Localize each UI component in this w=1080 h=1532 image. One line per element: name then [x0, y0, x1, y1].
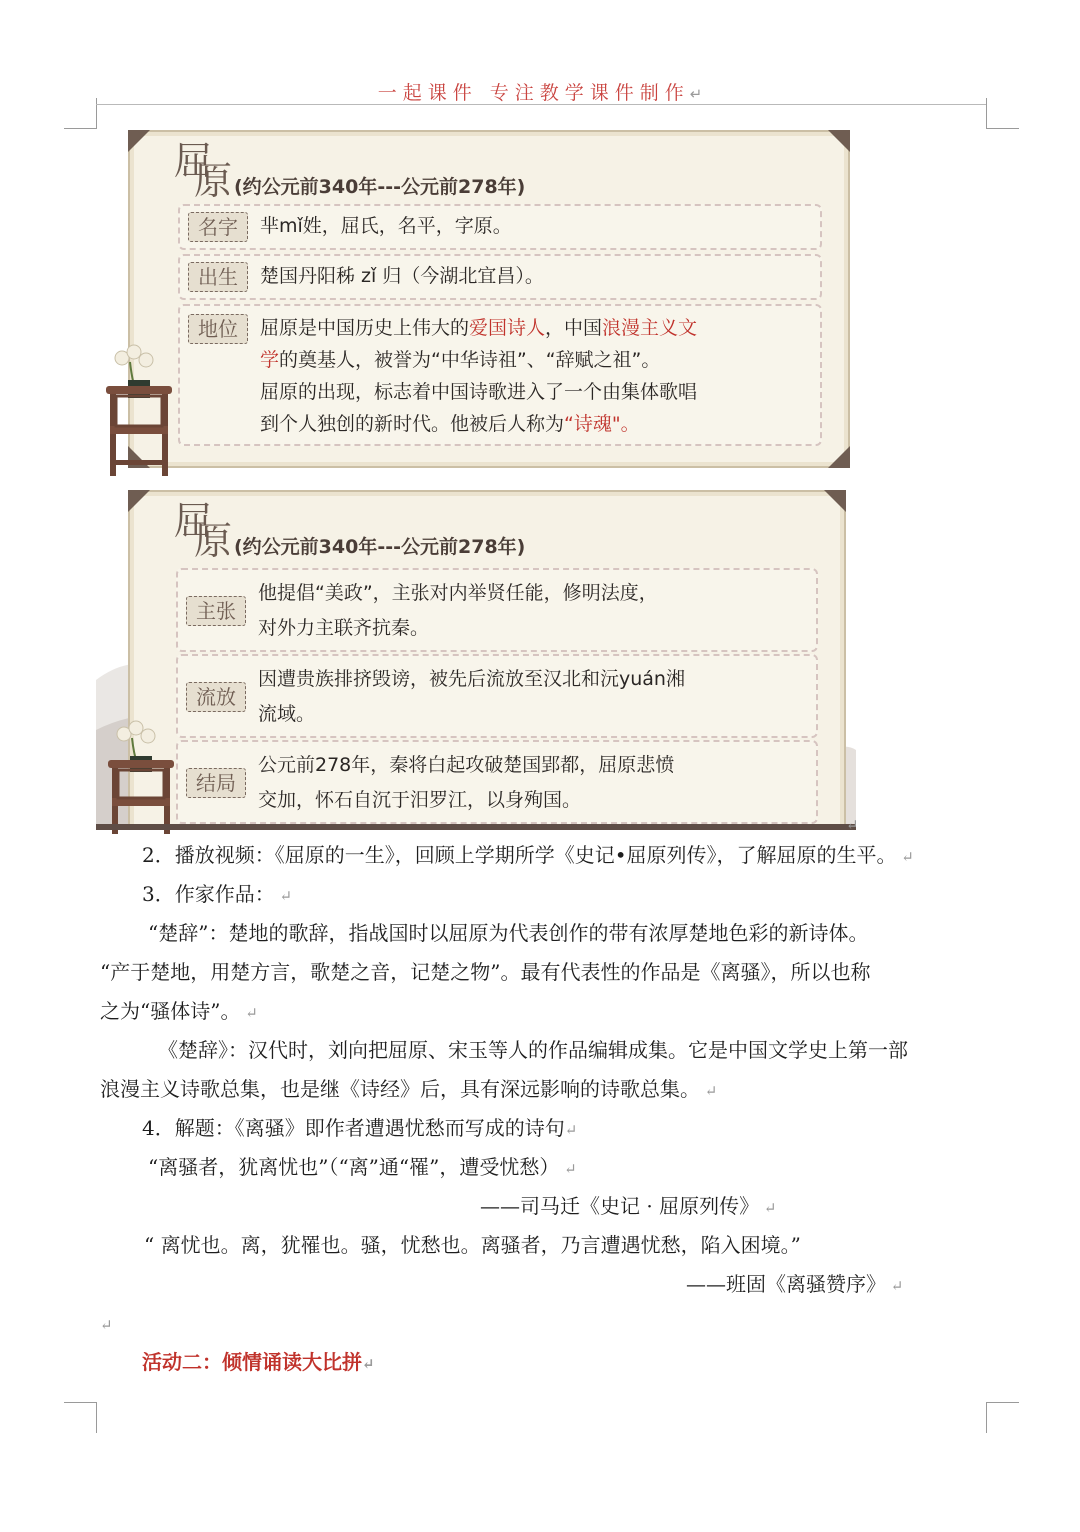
- paragraph: 《楚辞》：汉代时，刘向把屈原、宋玉等人的作品编辑成集。它是中国文学史上第一部: [158, 1038, 908, 1062]
- info-text: 公元前278年，秦将白起攻破楚国郢都，屈原悲愤 交加，怀石自沉于汨罗江，以身殉国。: [258, 754, 675, 811]
- paragraph: 之为“骚体诗”。 ↵: [100, 999, 258, 1023]
- paragraph-mark-icon: ↵: [846, 816, 859, 834]
- tag-label: 结局: [186, 768, 246, 798]
- page-header: [0, 78, 1080, 105]
- quote-source: ——班固《离骚赞序》 ↵: [686, 1272, 904, 1296]
- info-text: 芈mǐ姓，屈氏，名平，字原。: [260, 215, 512, 237]
- info-text: 因遭贵族排挤毁谤，被先后流放至汉北和沅yuán湘 流域。: [258, 668, 685, 725]
- info-text: 楚国丹阳秭 zǐ 归（今湖北宜昌）。: [260, 265, 544, 287]
- info-box-ending: [176, 740, 818, 824]
- crop-mark-bottom-left: [64, 1402, 97, 1433]
- tag-label: 主张: [186, 596, 246, 626]
- card-dates: (约公元前340年---公元前278年): [234, 536, 526, 558]
- quyuan-card-2: 屈 原 (约公元前340年---公元前278年) 主张 他提倡“美政”，主张对内举贤任能，修明法度， 对外力主联齐抗秦。 流放 因遭贵族排挤毁谤，被先后流放至汉北和沅yuán湘 流域。 结局 公元前278年，秦将白起攻破楚国郢都，屈原悲愤 交加，怀石自沉于汨罗江，以身殉国。: [128, 490, 846, 830]
- paragraph: 4．解题：《离骚》即作者遭遇忧愁而写成的诗句↵: [142, 1116, 578, 1140]
- info-box-status: [178, 304, 822, 446]
- paragraph: 2．播放视频：《屈原的一生》，回顾上学期所学《史记•屈原列传》，了解屈原的生平。 ↵: [142, 843, 914, 867]
- header-rule: [96, 104, 986, 105]
- card-dates: (约公元前340年---公元前278年): [234, 176, 526, 198]
- info-box-name: [178, 204, 822, 250]
- chair-orchid-decoration: [100, 340, 180, 480]
- paragraph: “产于楚地，用楚方言，歌楚之音，记楚之物”。最有代表性的作品是《离骚》，所以也称: [100, 960, 871, 984]
- quyuan-card-1: 屈 原 (约公元前340年---公元前278年) 名字 芈mǐ姓，屈氏，名平，字原。 出生 楚国丹阳秭 zǐ 归（今湖北宜昌）。 地位 屈原是中国历史上伟大的爱国诗人，中国浪漫主义文 学的奠基人，被誉为“中华诗祖”、“辞赋之祖”。 屈原的出现，标志着中国诗歌进入了一个由集体歌唱 到个人独创的新时代。他被后人称为“诗魂"。: [128, 130, 850, 468]
- info-text: 他提倡“美政”，主张对内举贤任能，修明法度， 对外力主联齐抗秦。: [258, 582, 658, 639]
- paragraph-mark-icon: ↵: [689, 85, 703, 103]
- paragraph: “楚辞”：楚地的歌辞，指战国时以屈原为代表创作的带有浓厚楚地色彩的新诗体。: [148, 921, 869, 945]
- tag-label: 流放: [186, 682, 246, 712]
- info-box-exile: [176, 654, 818, 738]
- chair-orchid-decoration: [102, 716, 182, 836]
- paragraph: 3．作家作品： ↵: [142, 882, 293, 906]
- tag-label: 名字: [188, 212, 248, 242]
- empty-paragraph: ↵: [100, 1316, 113, 1334]
- info-text: 屈原是中国历史上伟大的爱国诗人，中国浪漫主义文 学的奠基人，被誉为“中华诗祖”、“辞赋之祖”。 屈原的出现，标志着中国诗歌进入了一个由集体歌唱 到个人独创的新时代。他被后人称为“诗魂"。: [260, 317, 698, 435]
- header-title: 一起课件 专注教学课件制作: [377, 82, 690, 104]
- paragraph: 浪漫主义诗歌总集，也是继《诗经》后，具有深远影响的诗歌总集。 ↵: [100, 1077, 718, 1101]
- quote: “离骚者，犹离忧也”（“离”通“罹”，遭受忧愁） ↵: [148, 1155, 577, 1179]
- quote: “ 离忧也。离，犹罹也。骚，忧愁也。离骚者，乃言遭遇忧愁，陷入困境。”: [144, 1233, 801, 1257]
- tag-label: 出生: [188, 262, 248, 292]
- activity-heading: 活动二：倾情诵读大比拼↵: [142, 1350, 375, 1374]
- crop-mark-bottom-right: [986, 1402, 1019, 1433]
- info-box-politics: [176, 568, 818, 652]
- ground-line-decoration: [96, 824, 856, 830]
- info-box-birth: [178, 254, 822, 300]
- quote-source: ——司马迁《史记 · 屈原列传》 ↵: [480, 1194, 777, 1218]
- tag-label: 地位: [188, 314, 248, 344]
